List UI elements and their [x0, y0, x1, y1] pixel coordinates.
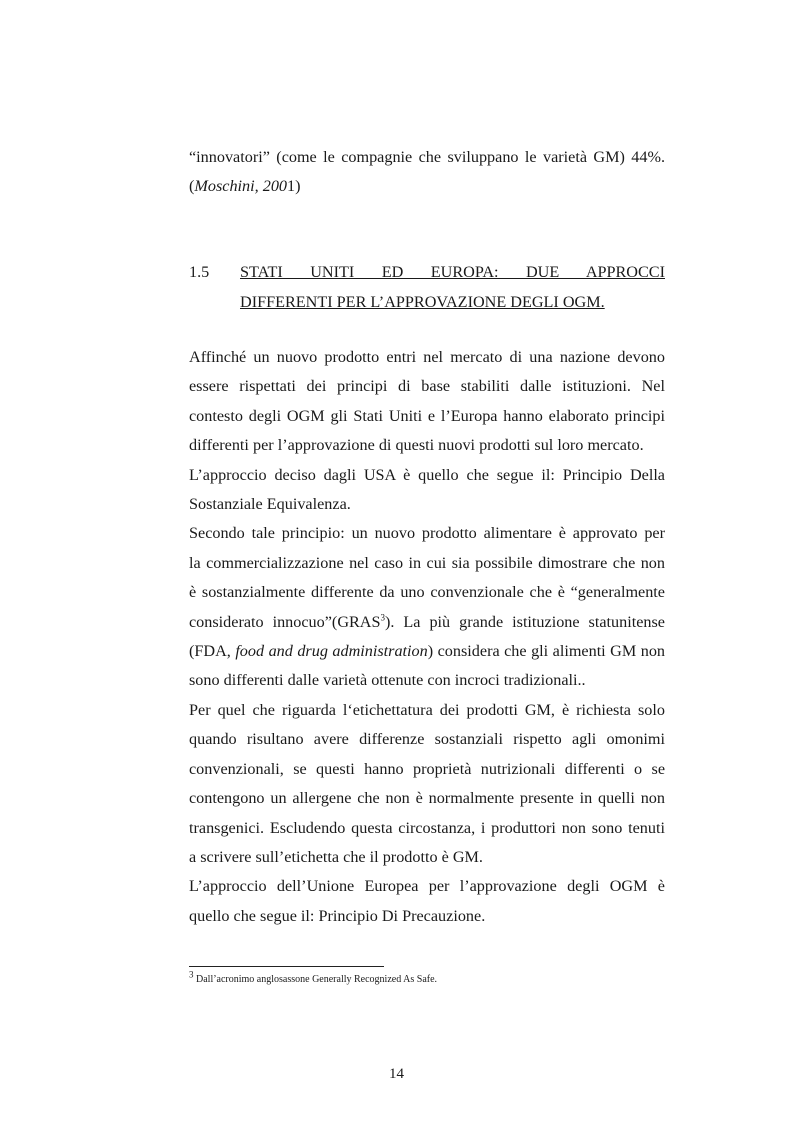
section-body: [189, 343, 665, 931]
body-line: quando risultano avere differenze sostanziali rispetto agli omonimi: [189, 730, 665, 749]
body-italic: food and drug administration: [235, 642, 428, 661]
body-line: sono differenti dalle varietà ottenute con incroci tradizionali..: [189, 671, 586, 690]
body-line: Affinché un nuovo prodotto entri nel mercato di una nazione devono: [189, 348, 665, 366]
body-line: essere rispettati dei principi di base stabiliti dalle istituzioni. Nel: [189, 377, 665, 396]
body-line: quello che segue il: Principio Di Precauzione.: [189, 906, 486, 925]
body-line: la commercializzazione nel caso in cui sia possibile dimostrare che non: [189, 553, 665, 572]
citation-author: Moschini, 200: [194, 177, 288, 196]
body-line: [189, 637, 665, 666]
citation-close: ): [295, 177, 301, 196]
intro-paragraph: [189, 143, 665, 202]
body-text: (FDA,: [189, 642, 236, 661]
citation-year-tail: 1: [287, 177, 296, 196]
body-line: a scrivere sull’etichetta che il prodotto è GM.: [189, 847, 483, 866]
section-title-line: STATI UNITI ED EUROPA: DUE APPROCCI: [240, 263, 665, 281]
section-title-line: DIFFERENTI PER L’APPROVAZIONE DEGLI OGM.: [240, 293, 605, 311]
body-line: L’approccio dell’Unione Europea per l’approvazione degli OGM è: [189, 877, 665, 896]
citation: [189, 172, 665, 201]
section-title: [240, 257, 665, 317]
footnote-marker: 3: [189, 969, 194, 980]
body-text: ). La più grande istituzione statunitense: [385, 612, 665, 631]
body-line: contesto degli OGM gli Stati Uniti e l’Europa hanno elaborato principi: [189, 406, 665, 425]
body-text: ) considera che gli alimenti GM non: [427, 642, 666, 661]
body-line: convenzionali, se questi hanno proprietà nutrizionali differenti o se: [189, 759, 665, 778]
footnote-divider: [189, 966, 384, 967]
body-line: è sostanzialmente differente da uno convenzionale che è “generalmente: [189, 583, 665, 602]
body-line: Per quel che riguarda l‘etichettatura dei prodotti GM, è richiesta solo: [189, 700, 665, 719]
body-line: [189, 608, 665, 637]
footnote-reference[interactable]: 3: [380, 612, 385, 623]
body-text: considerato innocuo”(GRAS: [189, 612, 381, 631]
footnote-text: Dall’acronimo anglosassone Generally Recognized As Safe.: [193, 974, 438, 985]
section-number: 1.5: [189, 263, 210, 281]
body-line: Secondo tale principio: un nuovo prodotto alimentare è approvato per: [189, 524, 665, 543]
intro-line: “innovatori” (come le compagnie che sviluppano le varietà GM) 44%.: [189, 148, 665, 166]
footnote: [189, 969, 438, 987]
citation-open: (: [189, 177, 195, 196]
page-number: 14: [389, 1066, 404, 1082]
body-line: differenti per l’approvazione di questi nuovi prodotti sul loro mercato.: [189, 436, 644, 455]
body-line: transgenici. Escludendo questa circostanza, i produttori non sono tenuti: [189, 818, 665, 837]
body-line: contengono un allergene che non è normalmente presente in quelli non: [189, 789, 665, 808]
body-line: Sostanziale Equivalenza.: [189, 495, 351, 514]
body-line: L’approccio deciso dagli USA è quello che segue il: Principio Della: [189, 465, 665, 484]
